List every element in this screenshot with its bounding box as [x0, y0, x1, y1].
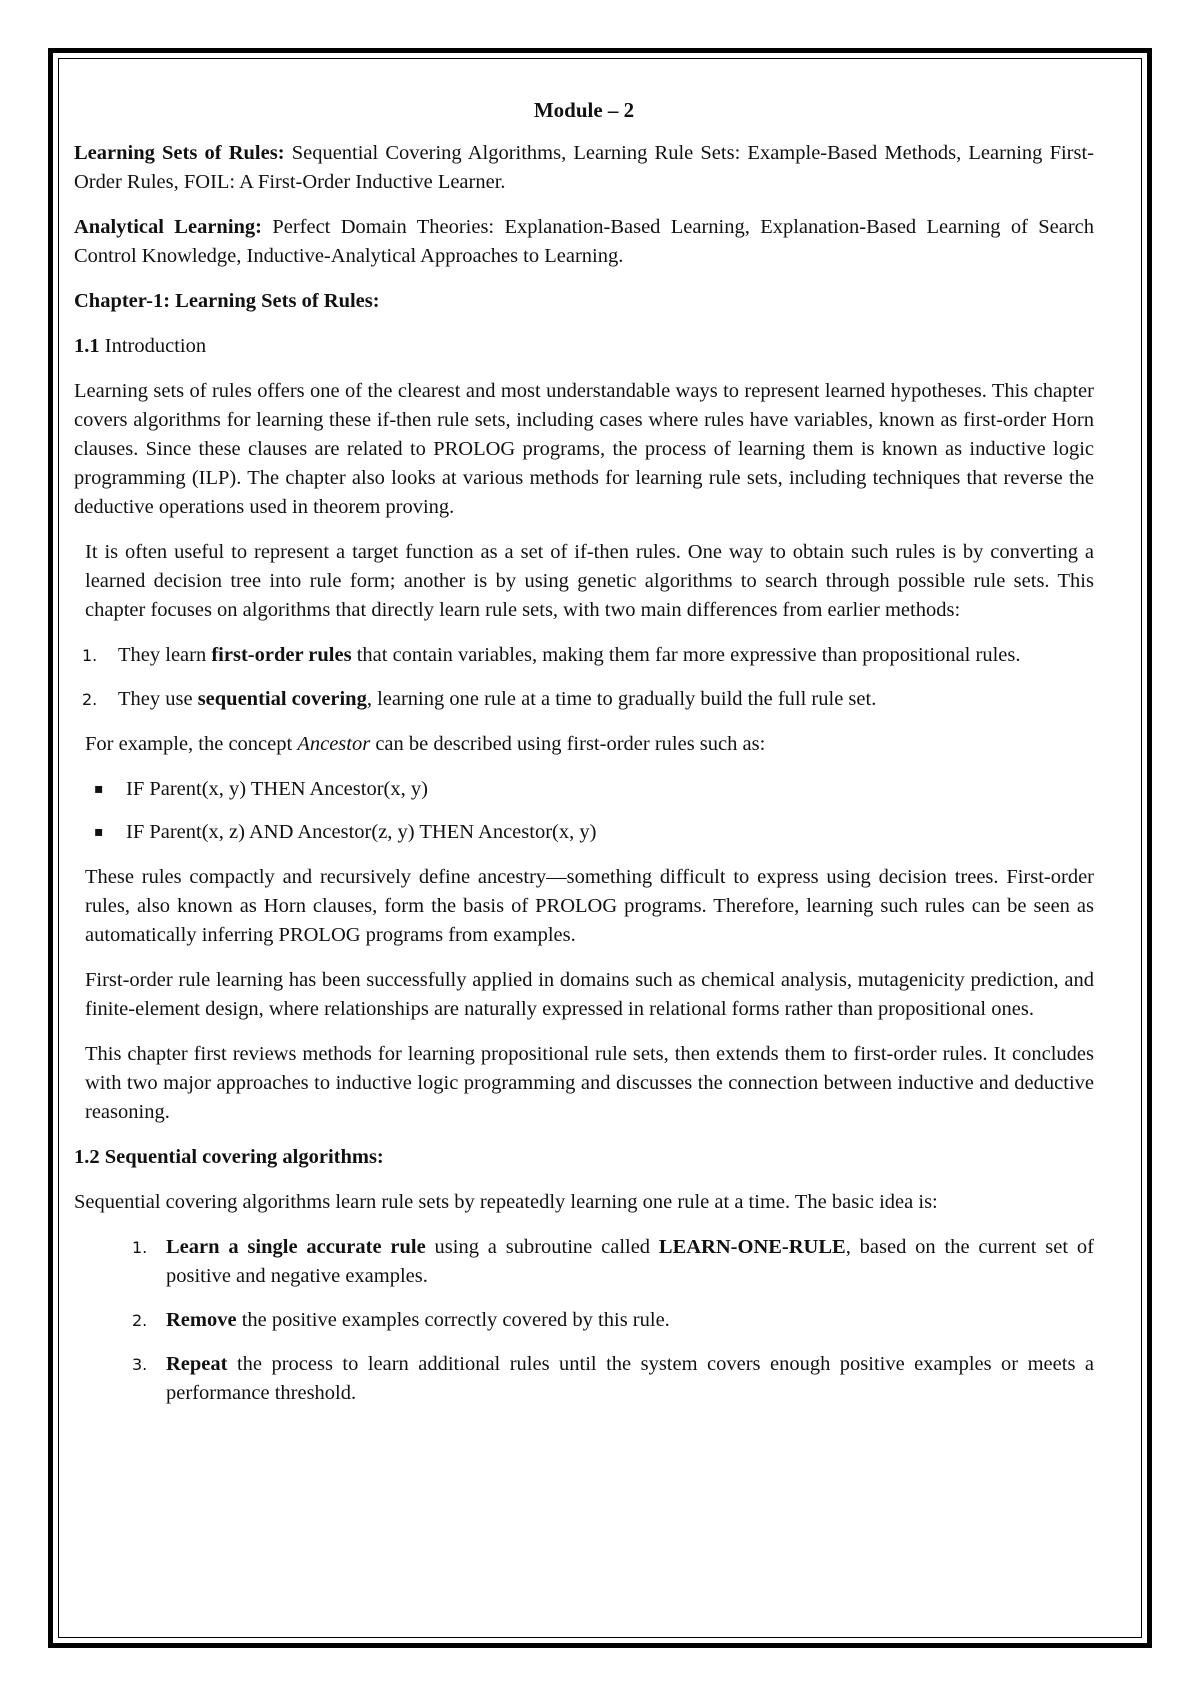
applications-paragraph: First-order rule learning has been successfully applied in domains such as chemical analysis, mutagenicity prediction, and finite-element design, where relationships are naturally expressed in relational forms rather than propositional ones.	[85, 969, 1094, 1020]
list-text: They learn	[118, 644, 212, 666]
overview-paragraph: This chapter first reviews methods for learning propositional rule sets, then extends them to first-order rules. It concludes with two major approaches to inductive logic programming and discusses the connection between inductive and deductive reasoning.	[85, 1043, 1094, 1123]
list-text: , learning one rule at a time to gradually build the full rule set.	[366, 688, 877, 710]
syllabus-learning-sets-of-rules	[74, 139, 1094, 197]
rule-item	[74, 818, 1094, 847]
example-intro	[74, 730, 1094, 759]
step-text: the positive examples correctly covered by this rule.	[236, 1309, 670, 1331]
list-item	[74, 685, 1094, 714]
step-text: , based on the current set of positive and negative examples.	[166, 1236, 1094, 1287]
horn-clauses-paragraph: These rules compactly and recursively define ancestry—something difficult to express using decision trees. First-order rules, also known as Horn clauses, form the basis of PROLOG programs. Therefore, learning such rules can be seen as automatically inferring PROLOG programs from examples.	[85, 866, 1094, 946]
rules-list	[74, 775, 1094, 847]
document-body	[74, 96, 1094, 1424]
list-number: 1.	[82, 646, 98, 665]
list-emphasis: first-order rules	[211, 644, 352, 666]
intro-paragraph-1: Learning sets of rules offers one of the clearest and most understandable ways to represent learned hypotheses. This chapter covers algorithms for learning these if-then rule sets, including cases where rules have variables, known as first-order Horn clauses. Since these clauses are related to PROLOG programs, the process of learning them is known as inductive logic programming (ILP). The chapter also looks at various methods for learning rule sets, including techniques that reverse the deductive operations used in theorem proving.	[74, 380, 1094, 518]
example-text: can be described using first-order rules such as:	[370, 733, 766, 755]
syllabus-text: Sequential Covering Algorithms, Learning Rule Sets: Example-Based Methods, Learning First-Order Rules, FOIL: A First-Order Inductive Learner.	[74, 142, 1094, 193]
list-text: that contain variables, making them far more expressive than propositional rules.	[351, 644, 1021, 666]
module-title: Module – 2	[533, 98, 635, 122]
example-concept: Ancestor	[297, 733, 371, 755]
step-emphasis: LEARN-ONE-RULE	[658, 1236, 846, 1258]
step-number: 1.	[132, 1238, 148, 1257]
list-emphasis: sequential covering	[197, 688, 367, 710]
bullet-icon: ▪	[94, 824, 104, 840]
step-item	[74, 1306, 1094, 1335]
step-number: 2.	[132, 1311, 148, 1330]
section-title: Introduction	[99, 335, 207, 357]
step-number: 3.	[132, 1355, 148, 1374]
step-text: the process to learn additional rules until the system covers enough positive examples or meets a performance threshold.	[166, 1353, 1094, 1404]
syllabus-analytical-learning	[74, 213, 1094, 271]
syllabus-label: Analytical Learning:	[74, 216, 262, 238]
bullet-icon: ▪	[94, 781, 104, 797]
step-emphasis: Learn a single accurate rule	[166, 1236, 426, 1258]
chapter-heading: Chapter-1: Learning Sets of Rules:	[74, 290, 380, 312]
section-number: 1.1	[74, 335, 100, 357]
section-1-1-heading	[74, 332, 1094, 361]
rule-text: IF Parent(x, z) AND Ancestor(z, y) THEN Ancestor(x, y)	[126, 821, 597, 843]
step-item	[74, 1350, 1094, 1408]
step-emphasis: Remove	[166, 1309, 237, 1331]
syllabus-text: Perfect Domain Theories: Explanation-Based Learning, Explanation-Based Learning of Search Control Knowledge, Inductive-Analytical Approaches to Learning.	[74, 216, 1095, 267]
syllabus-label: Learning Sets of Rules:	[74, 142, 285, 164]
step-text: using a subroutine called	[425, 1236, 659, 1258]
steps-list	[74, 1233, 1094, 1408]
section-1-2-heading: 1.2 Sequential covering algorithms:	[74, 1146, 384, 1168]
list-text: They use	[118, 688, 198, 710]
step-emphasis: Repeat	[166, 1353, 228, 1375]
intro-paragraph-2: It is often useful to represent a target function as a set of if-then rules. One way to obtain such rules is by converting a learned decision tree into rule form; another is by using genetic algorithms to search through possible rule sets. This chapter focuses on algorithms that directly learn rule sets, with two main differences from earlier methods:	[85, 541, 1094, 621]
list-number: 2.	[82, 690, 98, 709]
list-item	[74, 641, 1094, 670]
rule-item	[74, 775, 1094, 804]
step-item	[74, 1233, 1094, 1291]
example-text: For example, the concept	[85, 733, 298, 755]
sequential-intro: Sequential covering algorithms learn rule sets by repeatedly learning one rule at a time. The basic idea is:	[74, 1191, 938, 1213]
differences-list	[74, 641, 1094, 714]
rule-text: IF Parent(x, y) THEN Ancestor(x, y)	[126, 778, 428, 800]
